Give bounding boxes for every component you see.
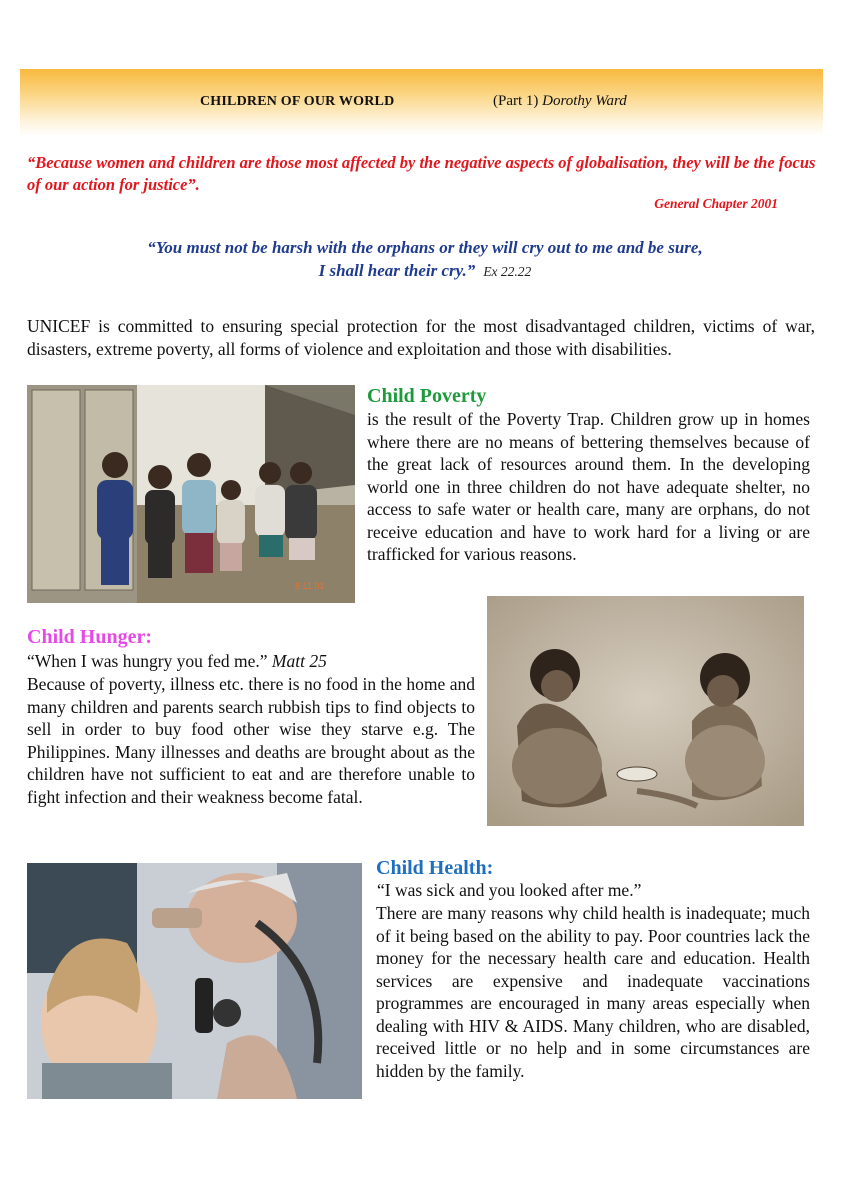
hunger-quote: [27, 651, 327, 672]
hunger-quote-ref: Matt 25: [271, 651, 327, 671]
child-hunger-heading: Child Hunger:: [27, 626, 153, 648]
child-hunger-text: Because of poverty, illness etc. there is no food in the home and many children and parents search rubbish tips to find objects to sell in order to buy food other wise they starve e.g. The Philippines. Many illnesses and deaths are brought about as the children have not sufficient to eat and are therefore unable to fight infection and their weakness become fatal.: [27, 674, 475, 807]
health-quote: “I was sick and you looked after me.”: [377, 880, 642, 900]
header-part-author: [493, 93, 627, 110]
header-band: [20, 69, 823, 136]
scripture-quote-text: I shall hear their cry.”: [318, 261, 476, 280]
poverty-photo: [27, 385, 355, 603]
scripture-reference: Ex 22.22: [483, 264, 532, 279]
health-photo: [27, 863, 362, 1099]
chapter-quote: “Because women and children are those most affected by the negative aspects of globalisation, they will be the focus of our action for justice”.: [27, 153, 816, 194]
hunger-quote-text: “When I was hungry you fed me.”: [27, 651, 268, 671]
child-poverty-text: is the result of the Poverty Trap. Children grow up in homes where there are no means of bettering themselves because of the great lack of resources around them. In the developing world one in three children do not have adequate shelter, no access to safe water or health care, many are orphans, do not receive education and have to work hard for a living or are trafficked for various reasons.: [367, 409, 810, 564]
child-health-text: There are many reasons why child health is inadequate; much of it being based on the ability to pay. Poor countries lack the money for the necessary health care and education. Health services are expensive and inadequate vaccinations programmes are encouraged in many areas especially when dealing with HIV & AIDS. Many children, who are disabled, received little or no help and in some circumstances are hidden by the family.: [376, 903, 810, 1081]
part-label: (Part 1): [493, 93, 539, 109]
author-name: Dorothy Ward: [542, 93, 627, 109]
scripture-quote-line2: [60, 259, 790, 283]
child-health-heading: Child Health:: [376, 857, 494, 879]
scripture-quote-line1: “You must not be harsh with the orphans or they will cry out to me and be sure,: [147, 238, 703, 257]
scripture-quote: [60, 236, 790, 283]
intro-paragraph: UNICEF is committed to ensuring special protection for the most disadvantaged children, victims of war, disasters, extreme poverty, all forms of violence and exploitation and those with disabilities.: [27, 316, 815, 359]
page-title: CHILDREN OF OUR WORLD: [200, 94, 395, 109]
photo-date-stamp: 8 11 01: [295, 581, 325, 591]
child-poverty-heading: Child Poverty: [367, 385, 487, 407]
hunger-photo: [487, 596, 804, 826]
chapter-quote-source: General Chapter 2001: [654, 196, 778, 211]
